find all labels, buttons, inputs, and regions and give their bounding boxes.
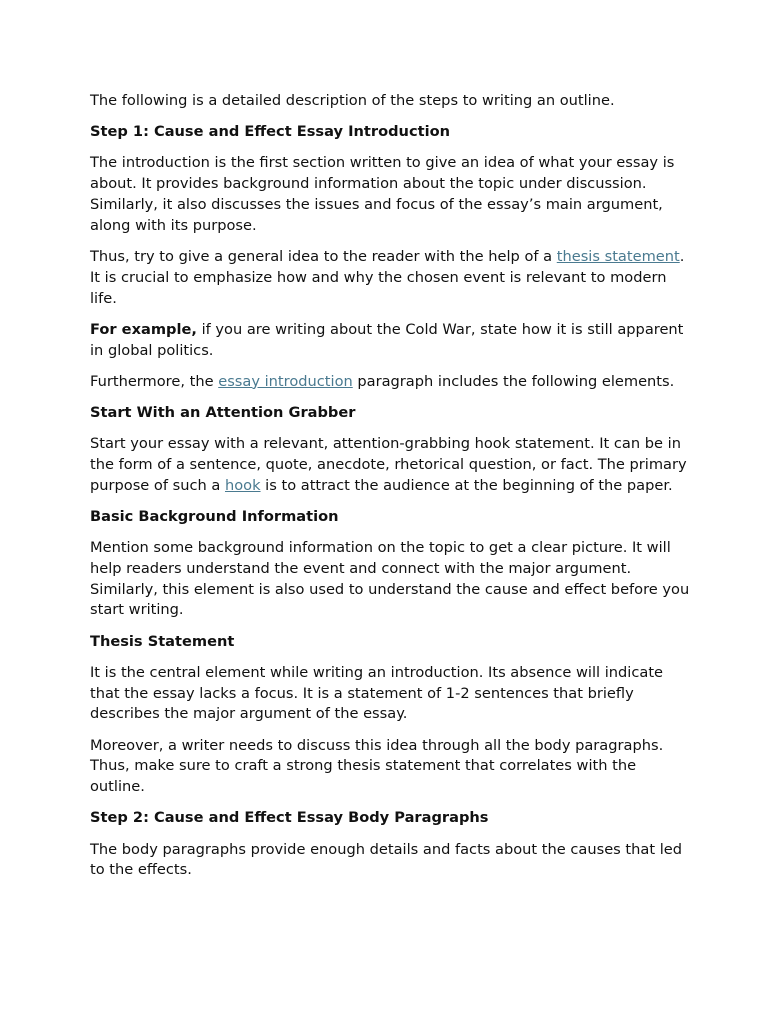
- thesis-paragraph: [90, 663, 690, 725]
- example-paragraph: [90, 320, 690, 362]
- intro-paragraph: [90, 91, 690, 112]
- example-lead: For example,: [90, 320, 197, 338]
- thesis-heading-text: Thesis Statement: [90, 632, 235, 650]
- thesis-heading: [90, 632, 690, 653]
- step2-heading: [90, 808, 690, 829]
- hook-link[interactable]: hook: [224, 476, 261, 494]
- attention-grabber-heading: [90, 403, 690, 424]
- furthermore-paragraph: [90, 372, 690, 393]
- furthermore-text-after: paragraph includes the following elements.: [352, 372, 675, 390]
- furthermore-text-before: Furthermore, the: [90, 372, 219, 390]
- attention-grabber-heading-text: Start With an Attention Grabber: [90, 403, 356, 421]
- example-text: if you are writing about the Cold War, state how it is still apparent in global politics.: [90, 320, 684, 359]
- attention-text-before: Start your essay with a relevant, attention-grabbing hook statement. It can be in the form of a sentence, quote, anecdote, rhetorical question, or fact. The primary purpose of such a: [90, 435, 687, 494]
- thus-text-before: Thus, try to give a general idea to the reader with the help of a: [90, 247, 557, 265]
- background-heading-text: Basic Background Information: [90, 507, 339, 525]
- body-text: The body paragraphs provide enough details and facts about the causes that led to the effects.: [90, 840, 682, 879]
- thesis-text: It is the central element while writing an introduction. Its absence will indicate that the essay lacks a focus. It is a statement of 1-2 sentences that briefly describes the major argument of the essay.: [90, 663, 664, 723]
- attention-text-after: is to attract the audience at the beginning of the paper.: [260, 476, 673, 494]
- step2-heading-text: Step 2: Cause and Effect Essay Body Paragraphs: [90, 809, 489, 827]
- background-text: Mention some background information on the topic to get a clear picture. It will help readers understand the event and connect with the major argument. Similarly, this element is also used to understand the cause and effect before you start writing.: [90, 539, 690, 619]
- step1-heading-text: Step 1: Cause and Effect Essay Introduction: [90, 123, 450, 141]
- attention-grabber-paragraph: [90, 434, 690, 496]
- introduction-text: The introduction is the first section written to give an idea of what your essay is about. It provides background information about the topic under discussion. Similarly, it also discusses the issues and focus of the essay’s main argument, along with its purpose.: [90, 154, 675, 234]
- moreover-text: Moreover, a writer needs to discuss this idea through all the body paragraphs. Thus, make sure to craft a strong thesis statement that correlates with the outline.: [90, 736, 664, 796]
- introduction-paragraph: [90, 153, 690, 236]
- document-page: [90, 91, 690, 892]
- body-paragraph: [90, 840, 690, 882]
- thesis-statement-link[interactable]: thesis statement: [556, 247, 680, 265]
- moreover-paragraph: [90, 736, 690, 798]
- thus-text-after: . It is crucial to emphasize how and why the chosen event is relevant to modern life.: [90, 247, 685, 307]
- background-heading: [90, 507, 690, 528]
- step1-heading: [90, 122, 690, 143]
- background-paragraph: [90, 538, 690, 621]
- intro-text: The following is a detailed description of the steps to writing an outline.: [90, 92, 615, 109]
- essay-introduction-link[interactable]: essay introduction: [218, 372, 353, 390]
- thus-paragraph: [90, 247, 690, 309]
